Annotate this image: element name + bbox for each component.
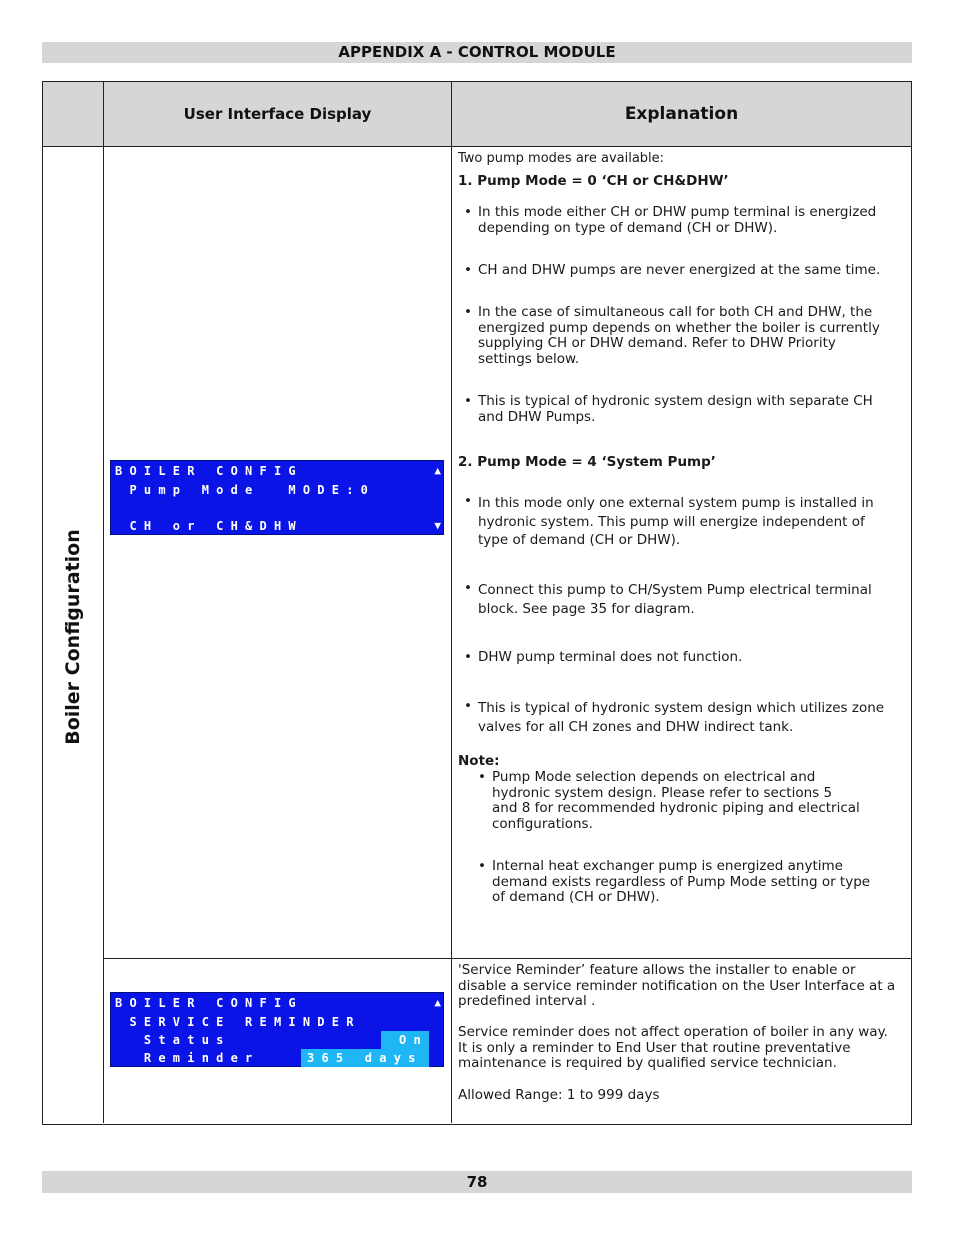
column-header-explanation: Explanation bbox=[452, 82, 911, 147]
mode0-bullet-2: CH and DHW pumps are never energized at the same time. bbox=[478, 262, 881, 278]
lcd-line-title: B O I L E R C O N F I G bbox=[115, 996, 296, 1010]
allowed-range-text: Allowed Range: 1 to 999 days bbox=[458, 1087, 660, 1103]
mode4-bullet-3: DHW pump terminal does not function. bbox=[478, 649, 743, 665]
header-side-cell bbox=[43, 82, 104, 147]
lcd-line-reminder: R e m i n d e r bbox=[115, 1051, 253, 1065]
lcd-line-title: B O I L E R C O N F I G bbox=[115, 464, 296, 478]
up-arrow-icon: ▲ bbox=[434, 464, 441, 477]
bullet-icon: • bbox=[478, 858, 486, 874]
mode4-bullet-1: In this mode only one external system pump is installed in hydronic system. This pump will energize independent of type of demand (CH or DHW). bbox=[478, 495, 874, 548]
bullet-icon: • bbox=[464, 393, 472, 409]
intro-text: Two pump modes are available: bbox=[458, 151, 665, 166]
page-number: 78 bbox=[42, 1171, 912, 1193]
mode0-bullet-1: In this mode either CH or DHW pump terminal is energized depending on type of demand (CH or DHW). bbox=[478, 204, 877, 236]
lcd-line-status: S t a t u s bbox=[115, 1033, 224, 1047]
service-reminder-para-2: Service reminder does not affect operation of boiler in any way. It is only a reminder to End User that routine preventative maintenance is required by qualified service technician. bbox=[458, 1024, 888, 1072]
section-header: APPENDIX A - CONTROL MODULE bbox=[42, 42, 912, 63]
mode4-bullet-4: This is typical of hydronic system design which utilizes zone valves for all CH zones and DHW indirect tank. bbox=[478, 700, 885, 735]
note-bullet-2: Internal heat exchanger pump is energized anytime demand exists regardless of Pump Mode setting or type of demand (CH or DHW). bbox=[492, 858, 871, 906]
explanation-cell-service-reminder bbox=[452, 959, 911, 1123]
mode4-bullet-2: Connect this pump to CH/System Pump electrical terminal block. See page 35 for diagram. bbox=[478, 582, 872, 617]
bullet-icon: • bbox=[464, 580, 472, 596]
bullet-icon: • bbox=[464, 698, 472, 714]
lcd-service-reminder-display bbox=[110, 992, 444, 1067]
ui-display-cell-service-reminder bbox=[104, 959, 452, 1123]
side-label-cell bbox=[43, 147, 104, 1123]
lcd-pump-mode-display bbox=[110, 460, 444, 535]
ui-display-cell-pump-mode bbox=[104, 147, 452, 959]
mode0-bullet-4: This is typical of hydronic system design with separate CH and DHW Pumps. bbox=[478, 393, 873, 425]
bullet-icon: • bbox=[464, 304, 472, 320]
mode0-bullet-3: In the case of simultaneous call for both CH and DHW, the energized pump depends on whether the boiler is currently supplying CH or DHW demand. Refer to DHW Priority settings below. bbox=[478, 304, 880, 367]
note-heading: Note: bbox=[458, 753, 500, 769]
down-arrow-icon: ▼ bbox=[434, 519, 441, 532]
lcd-line-pump-mode: P u m p M o d e M O D E : 0 bbox=[115, 483, 368, 497]
lcd-line-mode-value: C H o r C H & D H W bbox=[115, 519, 296, 533]
mode4-heading: 2. Pump Mode = 4 ‘System Pump’ bbox=[458, 454, 716, 470]
side-label-boiler-configuration: Boiler Configuration bbox=[62, 529, 84, 745]
explanation-cell-pump-mode bbox=[452, 147, 911, 959]
lcd-line-service-reminder: S E R V I C E R E M I N D E R bbox=[115, 1015, 354, 1029]
column-header-ui-display: User Interface Display bbox=[104, 82, 452, 147]
up-arrow-icon: ▲ bbox=[434, 996, 441, 1009]
bullet-icon: • bbox=[478, 769, 486, 785]
bullet-icon: • bbox=[464, 649, 472, 665]
bullet-icon: • bbox=[464, 262, 472, 278]
bullet-icon: • bbox=[464, 493, 472, 509]
reminder-value-highlight: 3 6 5 d a y s bbox=[301, 1049, 429, 1067]
note-bullet-1: Pump Mode selection depends on electrical and hydronic system design. Please refer to sections 5 and 8 for recommended hydronic piping and electrical configurations. bbox=[492, 769, 860, 832]
bullet-icon: • bbox=[464, 204, 472, 220]
service-reminder-para-1: 'Service Reminder’ feature allows the installer to enable or disable a service reminder notification on the User Interface at a predefined interval . bbox=[458, 962, 896, 1010]
control-module-table bbox=[42, 81, 912, 1125]
status-value-highlight: O n bbox=[381, 1031, 429, 1049]
mode0-heading: 1. Pump Mode = 0 ‘CH or CH&DHW’ bbox=[458, 173, 729, 189]
